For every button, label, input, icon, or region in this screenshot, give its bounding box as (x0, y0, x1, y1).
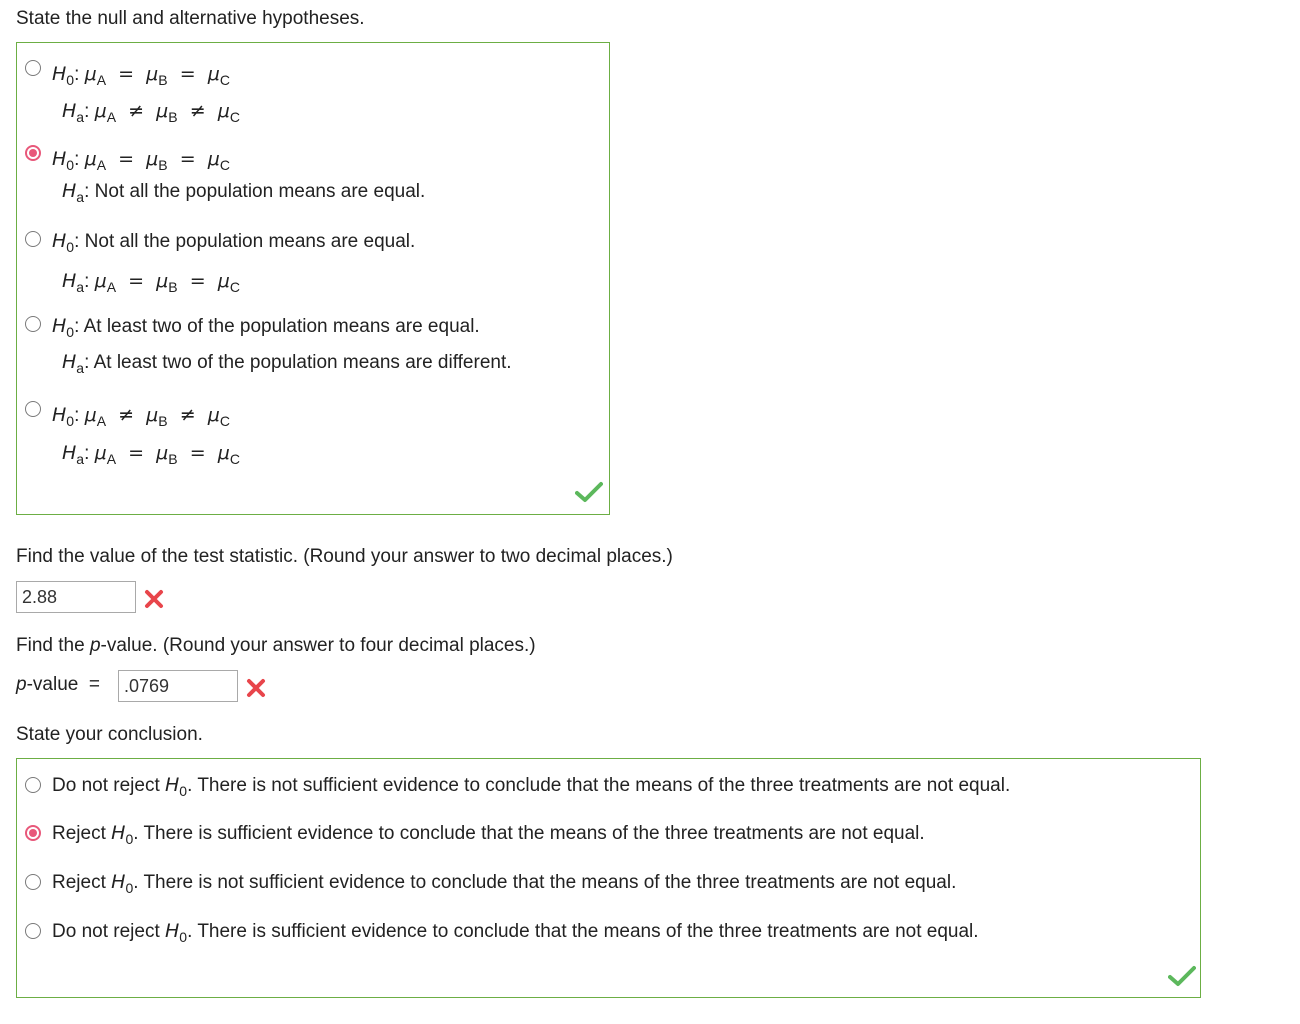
hypotheses-option-5-radio[interactable] (25, 401, 41, 417)
conclusion-option-4-radio[interactable] (25, 923, 41, 939)
p-value-input[interactable]: .0769 (118, 670, 238, 702)
p-value-label-p: p (16, 674, 27, 695)
test-statistic-input[interactable]: 2.88 (16, 581, 136, 613)
option-5-ha-expression: $\mu_A = \mu_B = \mu_C$ (94, 442, 240, 467)
conclusion-option-4 (52, 919, 979, 944)
option-3-h0-text: Not all the population means are equal. (84, 231, 416, 252)
conclusion-option-1-decision: Do not reject $H_0$. (52, 774, 193, 799)
conclusion-option-1-radio[interactable] (25, 777, 41, 793)
conclusion-options-box (16, 758, 1201, 998)
hypotheses-option-2-ha: $H_a$: Not all the population means are equal. (62, 180, 426, 205)
q3-prompt-before: Find the (16, 635, 90, 656)
x-mark-icon (144, 589, 164, 609)
q3-prompt-p: p (89, 635, 101, 656)
conclusion-option-2-radio[interactable] (25, 825, 41, 841)
conclusion-option-4-decision: Do not reject $H_0$. (52, 920, 193, 945)
conclusion-option-3-text: There is not sufficient evidence to conclude that the means of the three treatments are not equal. (143, 872, 957, 893)
option-4-ha-text: At least two of the population means are different. (93, 352, 512, 373)
hypotheses-option-3-ha: $H_a$: $\mu_A = \mu_B = \mu_C$ (62, 270, 240, 295)
conclusion-option-3-radio[interactable] (25, 874, 41, 890)
option-1-h0-expression: $\mu_A = \mu_B = \mu_C$ (84, 63, 230, 88)
option-4-h0-text: At least two of the population means are equal. (83, 316, 480, 337)
hypotheses-option-5-h0: $H_0$: $\mu_A \ne \mu_B \ne \mu_C$ (52, 404, 230, 429)
conclusion-option-2-text: There is sufficient evidence to conclude that the means of the three treatments are not equal. (143, 823, 925, 844)
checkmark-icon (575, 481, 603, 503)
conclusion-option-3-decision: Reject $H_0$. (52, 871, 139, 896)
conclusion-option-2 (52, 821, 925, 846)
p-value-label (16, 673, 100, 697)
option-1-ha-expression: $\mu_A \ne \mu_B \ne \mu_C$ (94, 100, 240, 125)
hypotheses-option-3-radio[interactable] (25, 231, 41, 247)
p-value-label-rest: -value = (26, 674, 100, 695)
q1-prompt: State the null and alternative hypotheses. (16, 8, 365, 29)
q2-prompt: Find the value of the test statistic. (Round your answer to two decimal places.) (16, 546, 673, 567)
checkmark-icon (1168, 965, 1196, 987)
option-2-h0-expression: $\mu_A = \mu_B = \mu_C$ (84, 148, 230, 173)
q4-prompt: State your conclusion. (16, 724, 203, 745)
option-2-ha-text: Not all the population means are equal. (94, 181, 426, 202)
q3-prompt-after: -value. (Round your answer to four decimal places.) (100, 635, 536, 656)
hypotheses-option-4-ha: $H_a$: At least two of the population means are different. (62, 351, 512, 376)
hypotheses-option-1-radio[interactable] (25, 60, 41, 76)
conclusion-option-2-decision: Reject $H_0$. (52, 822, 139, 847)
option-3-ha-expression: $\mu_A = \mu_B = \mu_C$ (94, 270, 240, 295)
hypotheses-option-4-h0: $H_0$: At least two of the population means are equal. (52, 315, 480, 340)
hypotheses-option-1-ha: $H_a$: $\mu_A \ne \mu_B \ne \mu_C$ (62, 100, 240, 125)
hypotheses-option-2-radio[interactable] (25, 145, 41, 161)
conclusion-option-1 (52, 773, 1010, 798)
hypotheses-options-box (16, 42, 610, 515)
hypotheses-option-5-ha: $H_a$: $\mu_A = \mu_B = \mu_C$ (62, 442, 240, 467)
conclusion-option-4-text: There is sufficient evidence to conclude that the means of the three treatments are not equal. (197, 921, 979, 942)
conclusion-option-1-text: There is not sufficient evidence to conclude that the means of the three treatments are not equal. (197, 775, 1011, 796)
option-5-h0-expression: $\mu_A \ne \mu_B \ne \mu_C$ (84, 404, 230, 429)
x-mark-icon (246, 678, 266, 698)
q3-prompt (16, 634, 536, 658)
hypotheses-option-4-radio[interactable] (25, 316, 41, 332)
conclusion-option-3 (52, 870, 956, 895)
hypotheses-option-2-h0: $H_0$: $\mu_A = \mu_B = \mu_C$ (52, 148, 230, 173)
hypotheses-option-3-h0: $H_0$: Not all the population means are equal. (52, 230, 416, 255)
hypotheses-option-1-h0: $H_0$: $\mu_A = \mu_B = \mu_C$ (52, 63, 230, 88)
